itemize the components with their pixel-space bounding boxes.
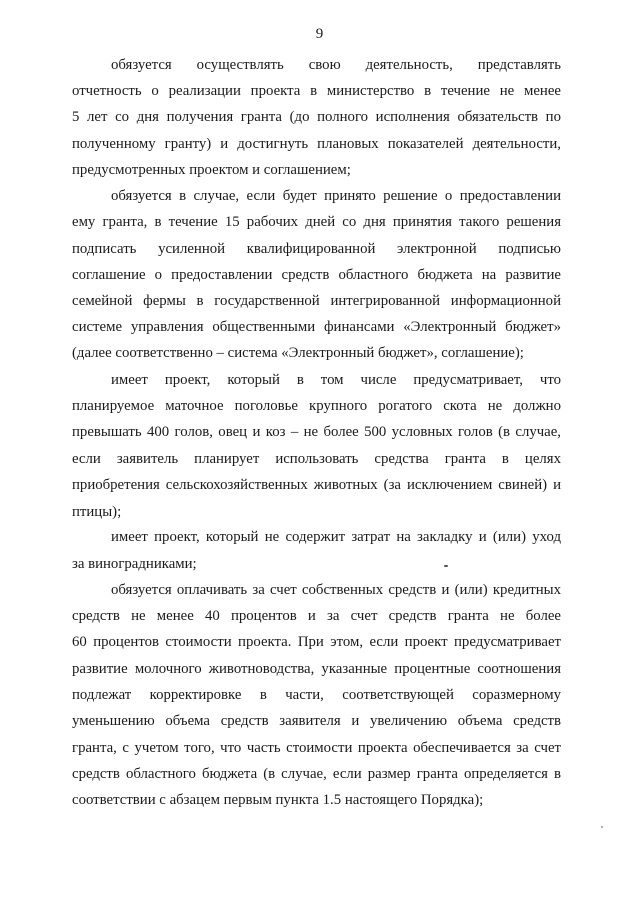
text-line: превышать 400 голов, овец и коз – не более 500 условных голов (в случае,: [72, 424, 561, 440]
text-line: соответствии с абзацем первым пункта 1.5 настоящего Порядка);: [72, 792, 484, 808]
text-line: планируемое маточное поголовье крупного рогатого скота не должно: [72, 398, 561, 414]
text-line: системе управления общественными финансами «Электронный бюджет»: [72, 319, 561, 335]
text-line: обязуется в случае, если будет принято решение о предоставлении: [111, 188, 561, 204]
scan-speck: [601, 826, 603, 828]
text-line: полученному гранту) и достигнуть плановых показателей деятельности,: [72, 136, 561, 152]
text-line: обязуется осуществлять свою деятельность, представлять: [111, 57, 561, 73]
text-line: семейной фермы в государственной интегрированной информационной: [72, 293, 561, 309]
text-line: гранта, с учетом того, что часть стоимости проекта обеспечивается за счет: [72, 740, 561, 756]
text-line: соглашение о предоставлении средств областного бюджета на развитие: [72, 267, 561, 283]
text-line: подлежат корректировке в части, соответствующей соразмерному: [72, 687, 561, 703]
text-line: 5 лет со дня получения гранта (до полного исполнения обязательств по: [72, 109, 561, 125]
scan-speck: [444, 565, 448, 567]
text-line: развитие молочного животноводства, указанные процентные соотношения: [72, 661, 561, 677]
text-line: птицы);: [72, 504, 122, 520]
text-line: ему гранта, в течение 15 рабочих дней со дня принятия такого решения: [72, 214, 561, 230]
text-line: предусмотренных проектом и соглашением;: [72, 162, 351, 178]
text-line: приобретения сельскохозяйственных животных (за исключением свиней) и: [72, 477, 561, 493]
text-line: подписать усиленной квалифицированной электронной подписью: [72, 241, 561, 257]
text-line: 60 процентов стоимости проекта. При этом, если проект предусматривает: [72, 634, 561, 650]
text-line: уменьшению объема средств заявителя и увеличению объема средств: [72, 713, 561, 729]
text-line: отчетность о реализации проекта в министерство в течение не менее: [72, 83, 561, 99]
text-line: обязуется оплачивать за счет собственных средств и (или) кредитных: [111, 582, 561, 598]
text-line: за виноградниками;: [72, 556, 197, 572]
text-line: если заявитель планирует использовать средства гранта в целях: [72, 451, 561, 467]
text-line: средств областного бюджета (в случае, если размер гранта определяется в: [72, 766, 561, 782]
text-line: имеет проект, который не содержит затрат на закладку и (или) уход: [111, 529, 561, 545]
text-line: имеет проект, который в том числе предусматривает, что: [111, 372, 561, 388]
page-number: 9: [315, 26, 324, 42]
text-line: средств не менее 40 процентов и за счет средств гранта не более: [72, 608, 561, 624]
text-line: (далее соответственно – система «Электронный бюджет», соглашение);: [72, 345, 524, 361]
